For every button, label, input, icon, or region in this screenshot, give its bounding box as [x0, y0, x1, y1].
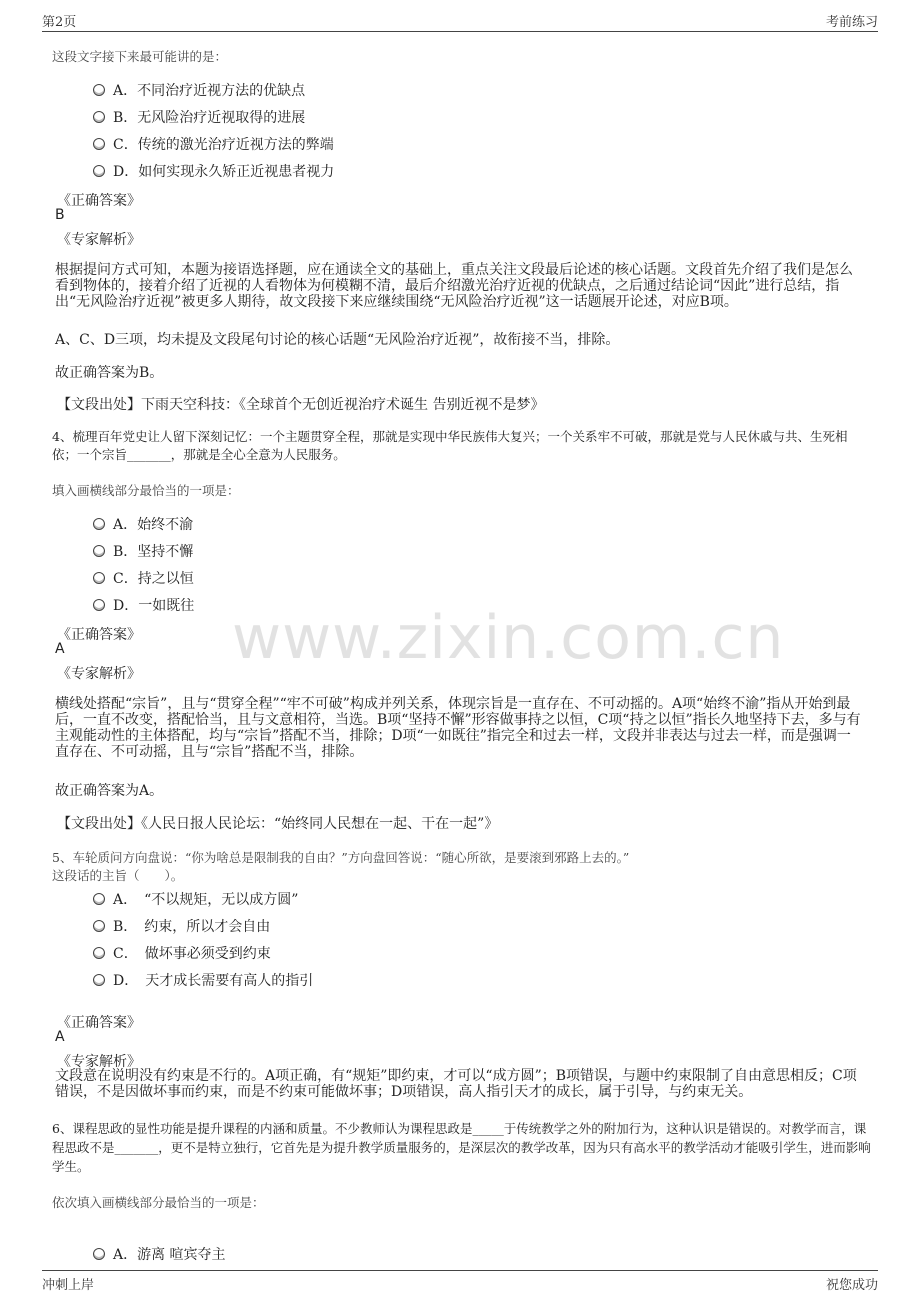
q4-analysis-2: 故正确答案为A。 — [55, 783, 164, 799]
q3-option-c[interactable]: C．传统的激光治疗近视方法的弊端 — [93, 134, 334, 154]
q3-answer-label: 《正确答案》 — [57, 193, 141, 209]
radio-icon[interactable] — [93, 920, 105, 932]
q3-source: 【文段出处】下雨天空科技：《全球首个无创近视治疗术诞生 告别近视不是梦》 — [57, 397, 545, 413]
footer-right: 祝您成功 — [825, 1278, 878, 1293]
q4-option-c[interactable]: C．持之以恒 — [93, 568, 194, 588]
q5-option-d[interactable]: D． 天才成长需要有高人的指引 — [93, 970, 313, 990]
q4-option-a[interactable]: A．始终不渝 — [93, 514, 193, 534]
q4-analysis-1: 横线处搭配“宗旨”，且与“贯穿全程”“牢不可破”构成并列关系，体现宗旨是一直存在、不可动摇的。A项“始终不渝”指从开始到最后，一直不改变，搭配恰当，且与文意相符，当选。B项“坚持不懈”形容做事持之以恒，C项“持之以恒”指长久地坚持下去，多与有主观能动性的主体搭配，均与“宗旨”搭配不当，排除；D项“一如既往”指完全和过去一样，文段并非表达与过去一样，而是强调一直存在、不可动摇，且与“宗旨”搭配不当，排除。 — [55, 696, 861, 760]
page-footer — [42, 1270, 878, 1301]
q4-answer: A — [55, 641, 65, 657]
q3-analysis-3: 故正确答案为B。 — [55, 365, 164, 381]
q3-prompt: 这段文字接下来最可能讲的是： — [52, 49, 228, 64]
radio-icon[interactable] — [93, 165, 105, 177]
q6-stem: 6、课程思政的显性功能是提升课程的内涵和质量。不少教师认为课程思政是_____于传统教学之外的附加行为，这种认识是错误的。对教学而言，课程思政不是_______，更不是特立独行，它首先是为提升教学质量服务的，是深层次的教学改革，因为只有高水平的教学活动才能吸引学生，进而影响学生。 — [52, 1121, 871, 1174]
q5-stem: 5、车轮质问方向盘说：“你为啥总是限制我的自由？”方向盘回答说：“随心所欲，是要滚到邪路上去的。” — [52, 850, 630, 865]
footer-left: 冲刺上岸 — [42, 1278, 95, 1293]
radio-icon[interactable] — [93, 599, 105, 611]
q5-answer: A — [55, 1029, 65, 1045]
q4-stem: 4、梳理百年党史让人留下深刻记忆：一个主题贯穿全程，那就是实现中华民族伟大复兴；一个关系牢不可破，那就是党与人民休戚与共、生死相依；一个宗旨_______，那就是全心全意为人民服务。 — [52, 429, 848, 462]
radio-icon[interactable] — [93, 111, 105, 123]
radio-icon[interactable] — [93, 518, 105, 530]
q5-option-c[interactable]: C． 做坏事必须受到约束 — [93, 943, 271, 963]
radio-icon[interactable] — [93, 545, 105, 557]
q4-analysis-label: 《专家解析》 — [57, 666, 141, 682]
q4-option-d[interactable]: D．一如既往 — [93, 595, 194, 615]
q3-analysis-1: 根据提问方式可知，本题为接语选择题，应在通读全文的基础上，重点关注文段最后论述的核心话题。文段首先介绍了我们是怎么看到物体的，接着介绍了近视的人看物体为何模糊不清，最后介绍激光治疗近视的优缺点，之后通过结论词“因此”进行总结，指出“无风险治疗近视”被更多人期待，故文段接下来应继续围绕“无风险治疗近视”这一话题展开论述，对应B项。 — [55, 262, 853, 310]
q3-answer: B — [55, 207, 65, 223]
q5-option-b[interactable]: B． 约束，所以才会自由 — [93, 916, 270, 936]
q4-prompt: 填入画横线部分最恰当的一项是： — [52, 483, 240, 498]
q5-option-a[interactable]: A． “不以规矩，无以成方圆” — [93, 889, 298, 909]
q5-analysis-1: 文段意在说明没有约束是不行的。A项正确，有“规矩”即约束，才可以“成方圆”；B项错误，与题中约束限制了自由意思相反；C项错误，不是因做坏事而约束，而是不约束可能做坏事；D项错误，高人指引天才的成长，属于引导，与约束无关。 — [55, 1068, 857, 1100]
q4-option-b[interactable]: B．坚持不懈 — [93, 541, 193, 561]
q3-option-a[interactable]: A．不同治疗近视方法的优缺点 — [93, 80, 305, 100]
q5-prompt: 这段话的主旨（ ）。 — [52, 868, 184, 883]
page-header — [42, 0, 878, 32]
q4-answer-label: 《正确答案》 — [57, 627, 141, 643]
q3-option-b[interactable]: B．无风险治疗近视取得的进展 — [93, 107, 305, 127]
radio-icon[interactable] — [93, 138, 105, 150]
q5-answer-label: 《正确答案》 — [57, 1015, 141, 1031]
watermark: www.zixin.com.cn — [232, 603, 785, 673]
q6-option-a[interactable]: A．游离 喧宾夺主 — [93, 1244, 226, 1264]
q5-analysis-label: 《专家解析》 — [57, 1054, 141, 1070]
radio-icon[interactable] — [93, 572, 105, 584]
page-number: 第2页 — [42, 15, 77, 30]
radio-icon[interactable] — [93, 947, 105, 959]
q3-analysis-2: A、C、D三项，均未提及文段尾句讨论的核心话题“无风险治疗近视”，故衔接不当，排除。 — [55, 332, 620, 348]
header-title: 考前练习 — [825, 15, 878, 30]
radio-icon[interactable] — [93, 893, 105, 905]
q6-prompt: 依次填入画横线部分最恰当的一项是： — [52, 1195, 265, 1210]
q3-analysis-label: 《专家解析》 — [57, 232, 141, 248]
radio-icon[interactable] — [93, 1248, 105, 1260]
radio-icon[interactable] — [93, 84, 105, 96]
q3-option-d[interactable]: D．如何实现永久矫正近视患者视力 — [93, 161, 334, 181]
q4-source: 【文段出处】《人民日报人民论坛：“始终同人民想在一起、干在一起”》 — [57, 816, 499, 832]
radio-icon[interactable] — [93, 974, 105, 986]
